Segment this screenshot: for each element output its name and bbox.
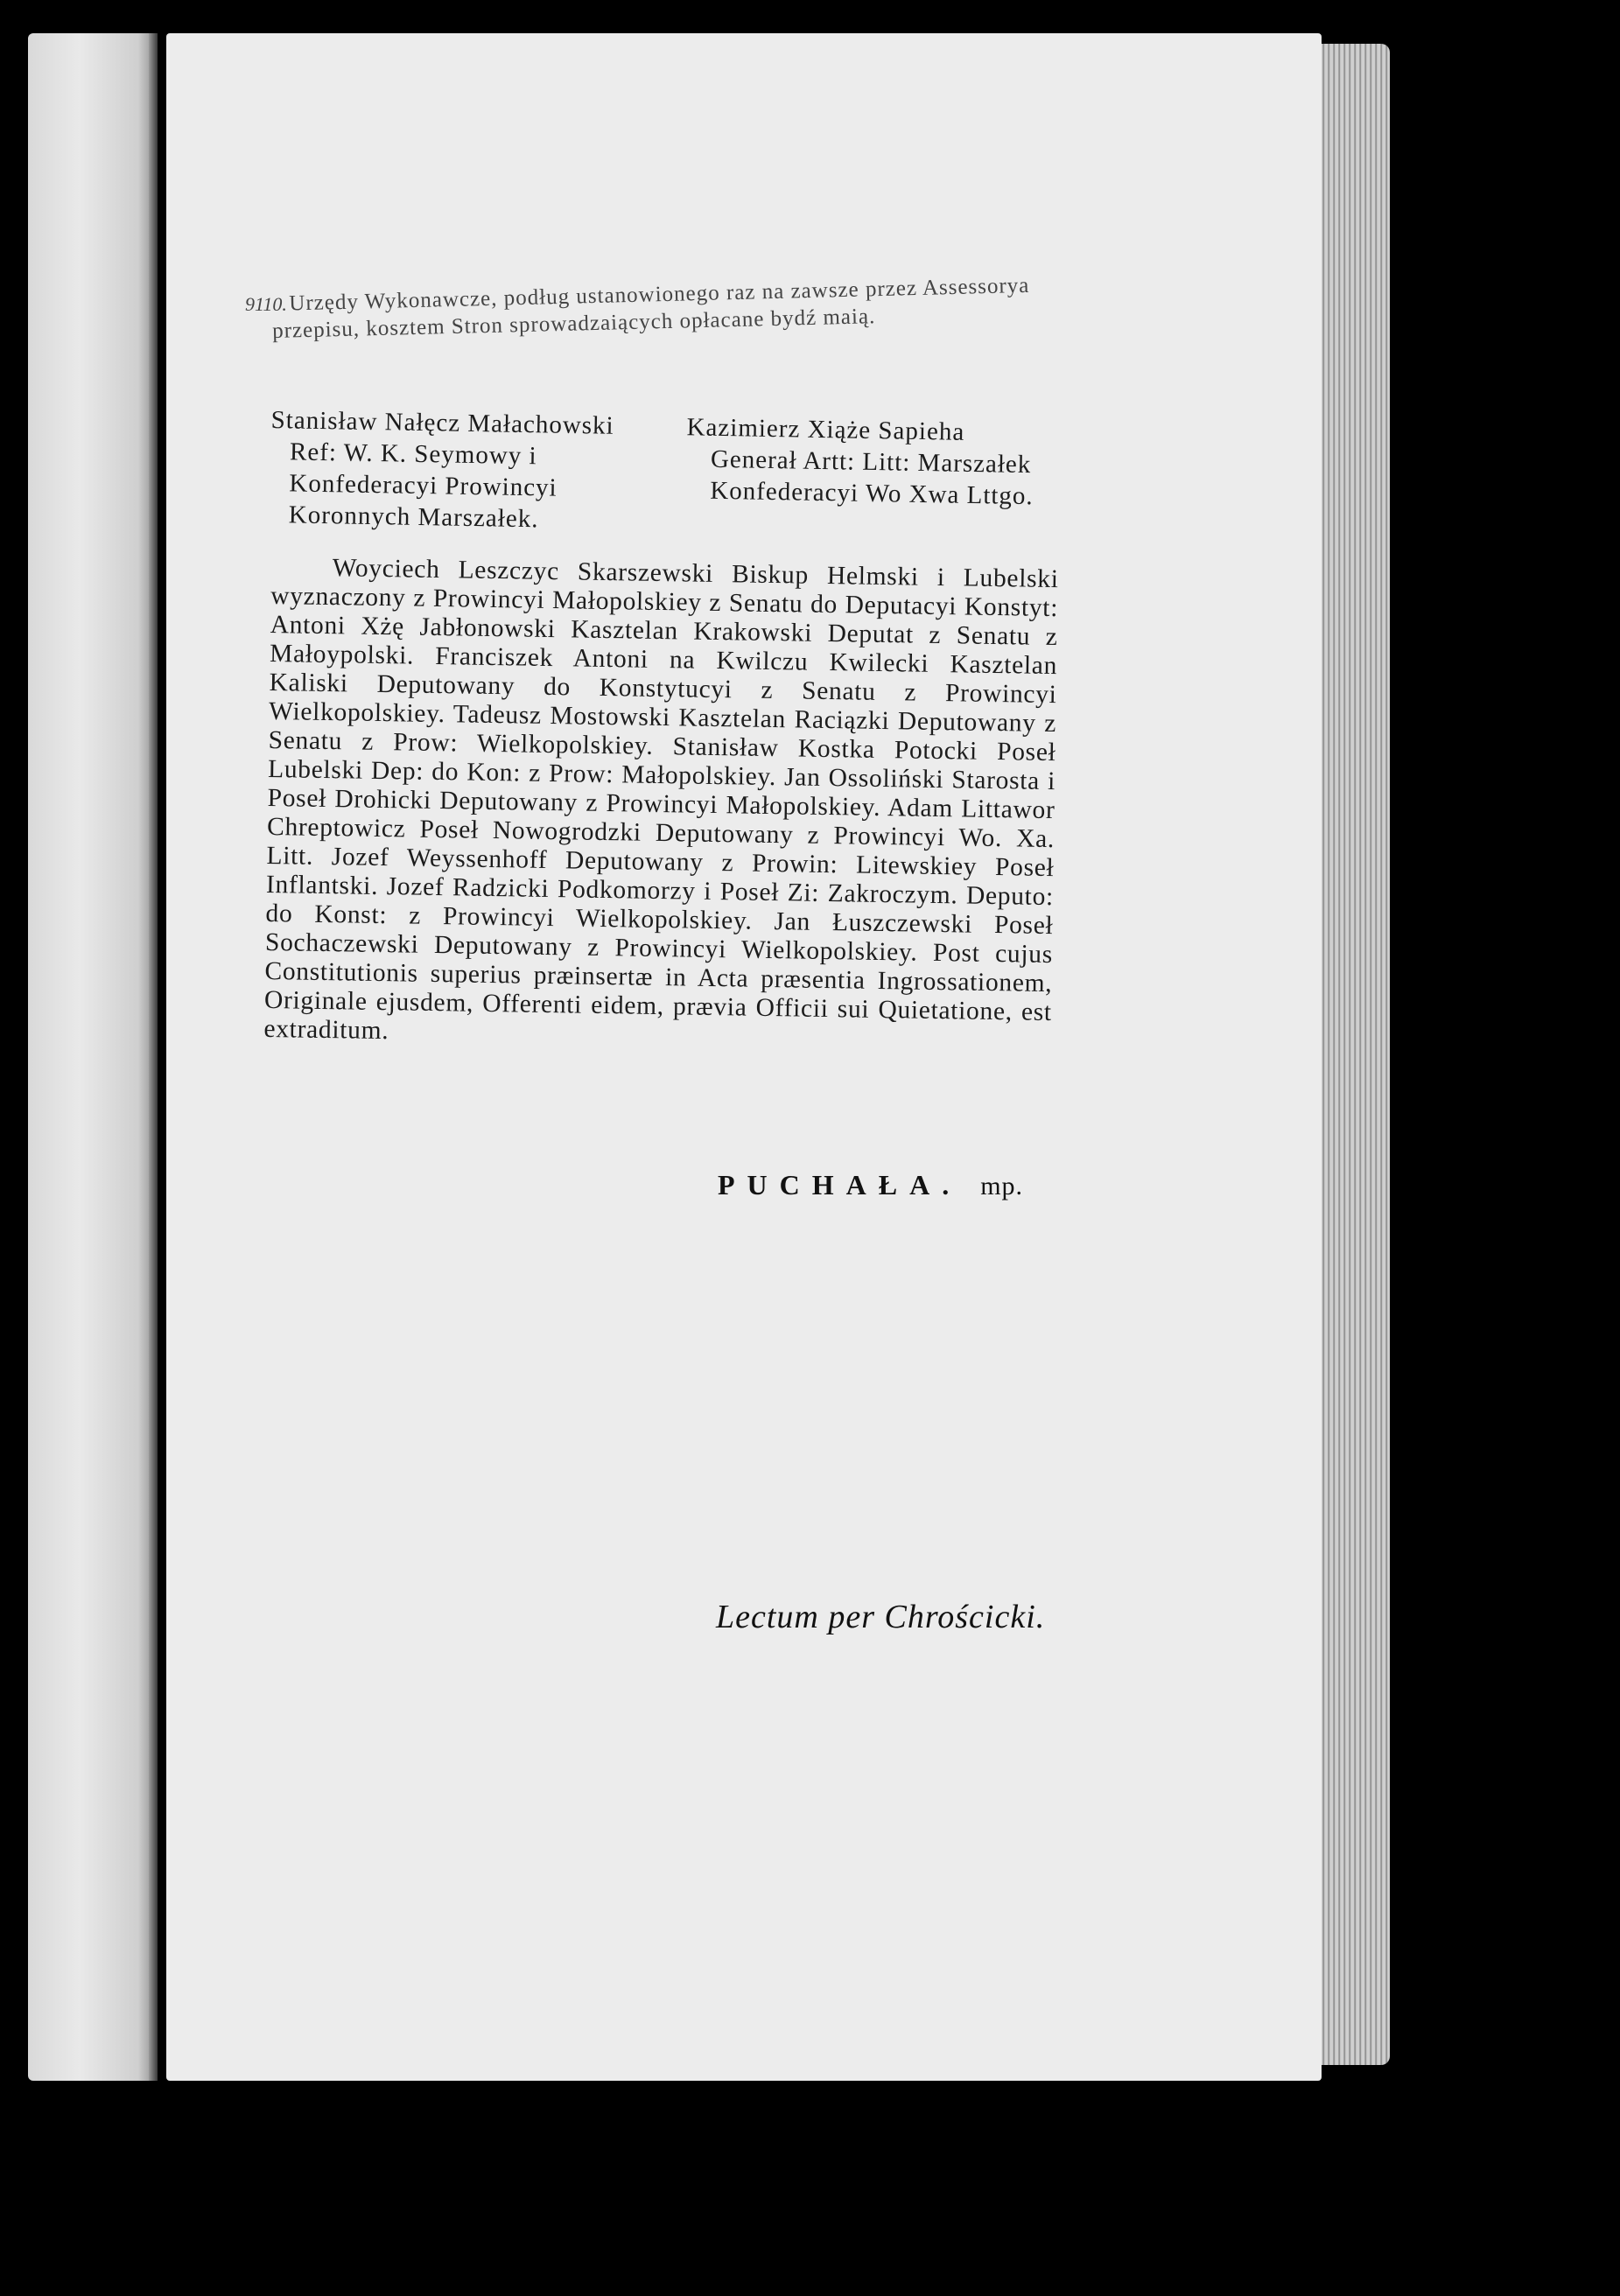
signatories-block (269, 404, 1076, 544)
signatory-right-name: Kazimierz Xiąże Sapieha (686, 413, 965, 446)
closing-note: Lectum per Chrościcki. (716, 1599, 1046, 1635)
stacked-page-edges (1320, 44, 1390, 2065)
signature-suffix: mp. (980, 1172, 1024, 1200)
deputation-paragraph: Woyciech Leszczyc Skarszewski Biskup Helmski i Lubelski wyznaczony z Prowincyi Małopolskiey z Senatu do Deputacyi Konstyt: Antoni Xżę Jabłonowski Kasztelan Krakowski Deputat z Senatu z Małoypolski. Franciszek Antoni na Kwilczu Kwilecki Kasztelan Kaliski Deputowany do Konstytucyi z Senatu z Prowincyi Wielkopolskiey. Tadeusz Mostowski Kasztelan Raciązki Deputowany z Senatu z Prow: Wielkopolskiey. Stanisław Kostka Potocki Poseł Lubelski Dep: do Kon: z Prow: Małopolskiey. Jan Ossoliński Starosta i Poseł Drohicki Deputowany z Prowincyi Małopolskiey. Adam Littawor Chreptowicz Poseł Nowogrodzki Deputowany z Prowincyi Wo. Xa. Litt. Jozef Weyssenhoff Deputowany z Prowin: Litewskiey Poseł Inflantski. Jozef Radzicki Podkomorzy i Poseł Zi: Zakroczym. Deputo: do Konst: z Prowincyi Wielkopolskiey. Jan Łuszczewski Poseł Sochaczewski Deputowany z Prowincyi Wielkopolskiey. Post cujus Constitutionis superius præinsertæ in Acta præsentia Ingrossationem, Originale ejusdem, Offerenti eidem, prævia Officii sui Quietatione, est extraditum. (263, 554, 1059, 1046)
signature-name: PUCHAŁA. (718, 1169, 962, 1200)
signatory-right (684, 411, 1076, 544)
signatory-left-name: Stanisław Nałęcz Małachowski (270, 405, 614, 440)
signature (718, 1169, 1023, 1201)
signatory-right-title: Generał Artt: Litt: Marszałek Konfederacyi Wo Xwa Lttgo. (710, 444, 1034, 511)
footnote-text: Urzędy Wykonawcze, podług ustanowionego raz na zawsze przez Assessorya przepisu, kosztem Stron sprowadzaiących opłacane bydź maią. (271, 273, 1030, 343)
footnote (245, 273, 1068, 345)
footnote-marker: 9110. (245, 293, 287, 315)
signatory-left-title: Ref: W. K. Seymowy i Konfederacyi Prowincyi Koronnych Marszałek. (288, 438, 558, 534)
signatory-left (269, 404, 660, 537)
previous-page-edge (28, 33, 158, 2081)
book-gutter (149, 33, 158, 2081)
